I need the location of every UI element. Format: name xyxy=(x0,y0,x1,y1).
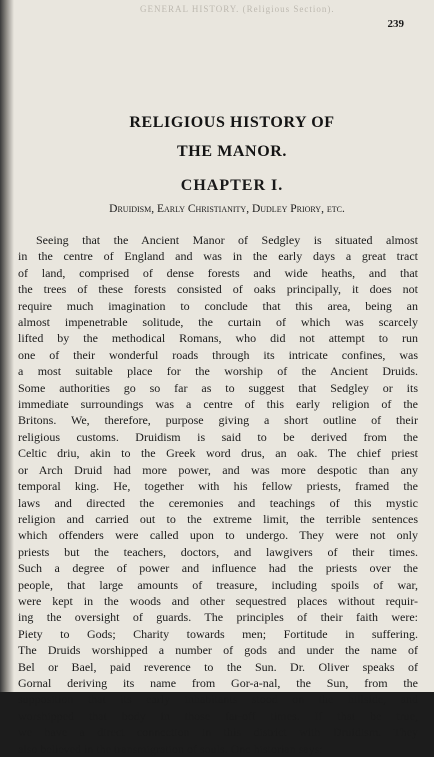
text-line: ing the oversight of guards. The principles of their faith were: xyxy=(18,610,418,625)
page-title-line-1: RELIGIOUS HISTORY OF xyxy=(129,114,335,131)
text-line: Piety to Gods; Charity towards men; Fortitude in suffering. xyxy=(18,626,418,641)
text-line: Gornal deriving its name from Gor-a-nal, the Sun, from the xyxy=(18,675,418,690)
text-line: also believed in the transmigration of souls. One historian says: xyxy=(18,741,323,756)
text-line: religious customs. Druidism is said to be derived from the xyxy=(18,429,418,444)
running-head: GENERAL HISTORY. (Religious Section). xyxy=(140,4,335,14)
text-line: The Druids worshipped a number of gods and under the name of xyxy=(18,643,418,658)
text-line: Such a degree of power and influence had the priests over the xyxy=(18,561,418,576)
text-line: a most suitable place for the worship of the Ancient Druids. xyxy=(18,364,418,379)
text-line: supposition that its early inhabitants stood on the hillside, and xyxy=(18,692,418,707)
text-line: people, that large amounts of treasure, including spoils of war, xyxy=(18,577,418,592)
text-line: Bel or Bael, paid reverence to the Sun. Dr. Oliver speaks of xyxy=(18,659,418,674)
text-line: in the centre of England and was in the early days a great tract xyxy=(18,249,418,264)
text-line: of land, comprised of dense forests and wide heaths, and that xyxy=(18,265,418,280)
text-line: Celtic driu, akin to the Greek word drus, an oak. The chief priest xyxy=(18,446,418,461)
text-line: we have a direct connection in this district with Druidism. They xyxy=(18,725,418,740)
page-title-line-2: THE MANOR. xyxy=(177,143,287,160)
text-line: priests but the teachers, doctors, and lawgivers of their times. xyxy=(18,544,418,559)
text-line: almost impenetrable solitude, the curtain of which was scarcely xyxy=(18,315,418,330)
text-line: Seeing that the Ancient Manor of Sedgley is situated almost xyxy=(36,233,418,247)
text-line: which offenders were called upon to undergo. They were not only xyxy=(18,528,418,543)
chapter-subtitle: Druidism, Early Christianity, Dudley Priory, etc. xyxy=(109,203,345,215)
text-line: the trees of these forests consisted of oaks principally, it does not xyxy=(18,282,418,297)
chapter-heading: CHAPTER I. xyxy=(180,177,284,194)
text-line: Britons. We, therefore, purpose giving a short outline of their xyxy=(18,413,418,428)
text-line: one of their wonderful roads through its intricate confines, was xyxy=(18,347,418,362)
page-number: 239 xyxy=(387,18,404,30)
text-line: religion and carried out to the extreme limit, the terrible sentences xyxy=(18,511,418,526)
body-paragraph xyxy=(18,232,418,757)
text-line: were kept in the woods and other sequestred places without requir- xyxy=(18,593,418,608)
text-line: laws and directed the ceremonies and teachings of this mystic xyxy=(18,495,418,510)
text-line: or Arch Druid had more power, and was more despotic than any xyxy=(18,462,418,477)
text-line: lifted by the methodical Romans, who did not attempt to run xyxy=(18,331,418,346)
text-line: Some authorities go so far as to suggest that Sedgley or its xyxy=(18,380,418,395)
text-line: worshipped that body in those far-off times. If that be true, xyxy=(18,708,418,723)
text-line: require much imagination to conclude that this area, being an xyxy=(18,298,418,313)
text-line: immediate surroundings was a centre of this early religion of the xyxy=(18,397,418,412)
text-line: temporal king. He, together with his fellow priests, framed the xyxy=(18,479,418,494)
binding-gutter-shadow xyxy=(0,0,14,692)
